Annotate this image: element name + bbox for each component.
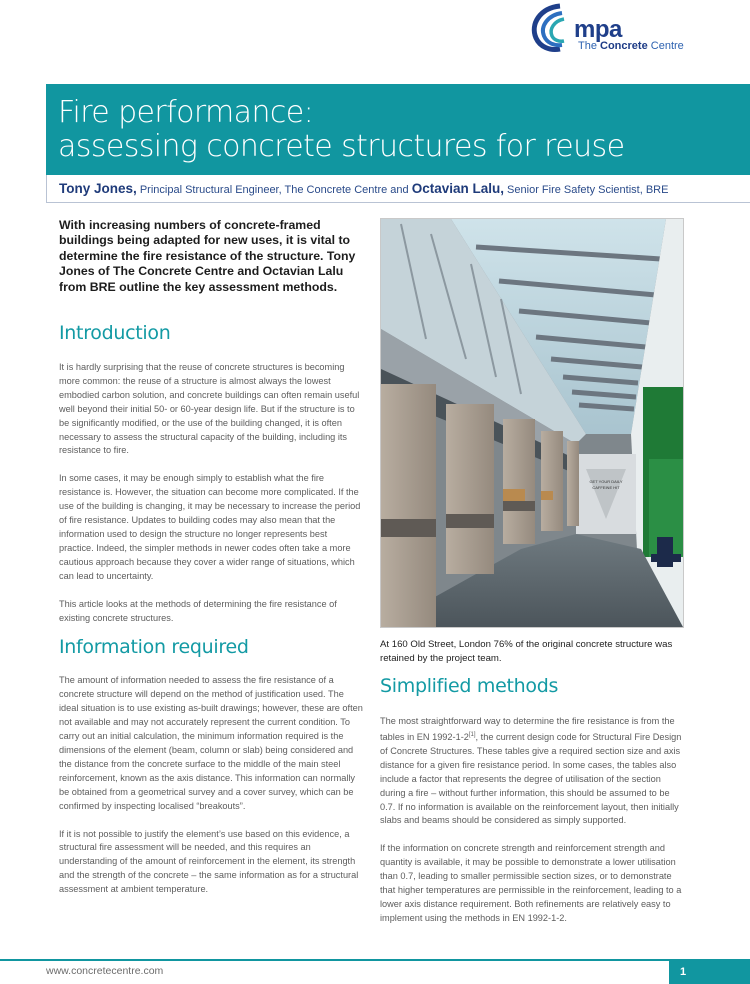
mpa-wordmark: mpa	[574, 16, 622, 43]
title-banner	[46, 84, 750, 175]
simplified-p1-text: The most straightforward way to determine the fire resistance is from the tables in EN 1992-1-2	[380, 716, 675, 742]
author2-role: Senior Fire Safety Scientist, BRE	[504, 184, 669, 196]
photo-160-old-street-interior	[380, 218, 684, 628]
intro-paragraph-3: This article looks at the methods of determining the fire resistance of existing concrete structures.	[59, 598, 337, 623]
concrete-centre-wordmark	[578, 40, 684, 52]
info-paragraph-2: If it is not possible to justify the element’s use based on this evidence, a structural fire assessment will be needed, and this requires an understanding of the amount of reinforcement in the element, its strength and the strength of the concrete – the same information as for a structural assessment at ambient temperature.	[59, 828, 359, 895]
right-column	[380, 674, 685, 926]
footer-website-link[interactable]: www.concretecentre.com	[46, 965, 164, 977]
author-byline	[46, 175, 750, 203]
mpa-logo	[524, 0, 684, 56]
author2-name: Octavian Lalu,	[411, 181, 504, 196]
svg-text:CAFFEINE HIT: CAFFEINE HIT	[592, 485, 620, 490]
reference-1[interactable]: [1]	[468, 731, 476, 738]
info-paragraph-1: The amount of information needed to assess the fire resistance of a concrete structure will depend on the method of justification used. The ideal situation is to use existing as-built drawings; however, these are often not available and may not accurately represent the current condition. To carry out an initial calculation, the minimum information required is the dimensions of the element (beam, column or slab) being considered and the distance from the concrete surface to the middle of the main steel reinforcement, known as the axis distance. This information can normally be obtained from a geometrical survey and a cover survey, which can be confirmed by inspecting localised “breakouts”.	[59, 675, 363, 811]
photo-caption: At 160 Old Street, London 76% of the original concrete structure was retained by the project team.	[380, 639, 673, 665]
atrium-image	[381, 219, 683, 627]
heading-information-required: Information required	[59, 636, 249, 659]
simplified-paragraph-2: If the information on concrete strength and reinforcement strength and quantity is available, it may be possible to demonstrate a lower utilisation than 0.7, leading to smaller permissible section sizes, or to demonstrate that higher temperatures are permissible in the reinforcement, leading to a lower axis distance requirement. Both refinements are relatively easy to implement using the methods in EN 1992-1-2.	[380, 843, 682, 923]
heading-simplified-methods: Simplified methods	[380, 675, 559, 697]
author1-role: Principal Structural Engineer, The Concrete Centre and	[136, 184, 412, 196]
logo-subtitle-suffix: Centre	[647, 40, 684, 52]
simplified-paragraph-1	[380, 715, 685, 828]
logo-subtitle-bold: Concrete	[600, 40, 648, 52]
page-title-line2: assessing concrete structures for reuse	[58, 129, 625, 164]
left-column	[59, 218, 364, 897]
mpa-swoosh-icon	[526, 2, 578, 54]
standfirst: With increasing numbers of concrete-framed buildings being adapted for new uses, it is vital to determine the fire resistance of the structure. Tony Jones of The Concrete Centre and Octavian Lalu from BRE outline the key assessment methods.	[59, 218, 356, 294]
page-number: 1	[669, 961, 750, 984]
page-title-line1: Fire performance:	[58, 95, 314, 130]
intro-paragraph-2: In some cases, it may be enough simply to establish what the fire resistance is. However, the situation can become more complicated. If the use of the building is changing, it may be necessary to increase the period of fire resistance. Updates to building codes may also mean that the information used to design the structure no longer represents best practice. Indeed, the simpler methods in newer codes often take a more cautious approach because they cover a wider range of situations, which can lead to uncertainty.	[59, 473, 361, 581]
simplified-p1-text-cont: , the current design code for Structural Fire Design of Concrete Structures. These tables give a required section size and axis distance for a given fire resistance period. In some cases, the tables also include a factor that represents the degree of utilisation of the section during a fire – without further information, this should be assumed to be 0.7. If no information is available on the reinforcement layout, then initially slabs and beams should be considered as simply supported.	[380, 731, 682, 826]
svg-text:GET YOUR DAILY: GET YOUR DAILY	[589, 479, 623, 484]
author1-name: Tony Jones,	[59, 181, 137, 196]
footer-rule	[0, 959, 750, 961]
intro-paragraph-1: It is hardly surprising that the reuse of concrete structures is becoming more common: the reuse of a structure is almost always the lowest embodied carbon solution, and concrete buildings can often remain useful well beyond their initial 50- or 60-year design life. But if the structure is to be significantly modified, or the use of the building changed, it is often necessary to assess the structural capacity of the building, including its resistance to fire.	[59, 362, 360, 456]
logo-subtitle-prefix: The	[578, 40, 601, 52]
heading-introduction: Introduction	[59, 322, 171, 345]
